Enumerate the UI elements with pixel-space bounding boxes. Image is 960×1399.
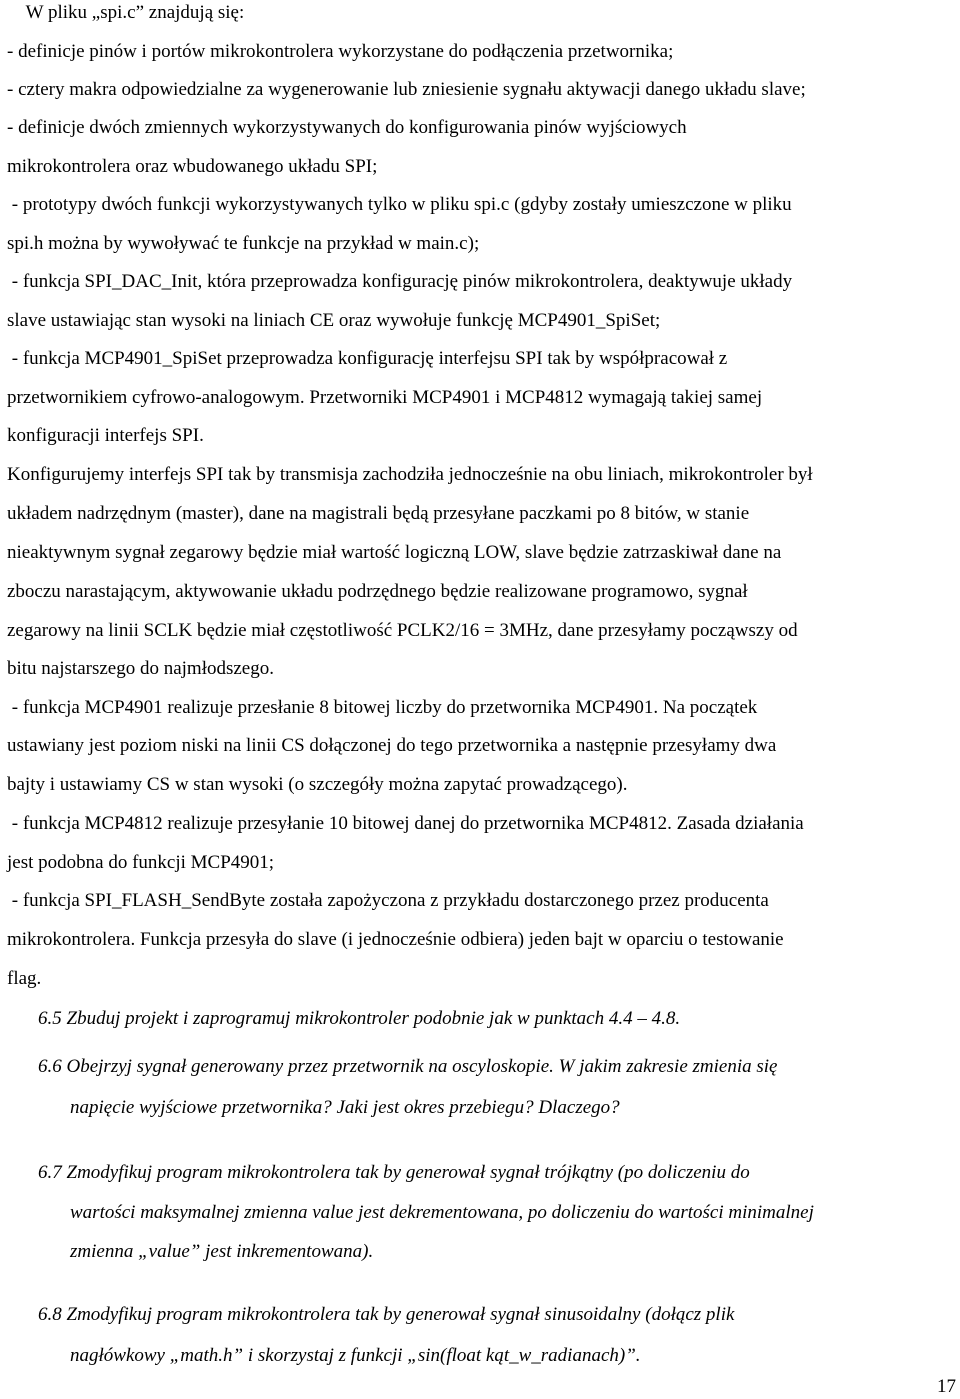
text-line: przetwornikiem cyfrowo-analogowym. Przetworniki MCP4901 i MCP4812 wymagają takiej samej (7, 387, 763, 408)
text-line: nieaktywnym sygnał zegarowy będzie miał wartość logiczną LOW, slave będzie zatrzaskiwał dane na (7, 542, 782, 563)
text-line: - funkcja MCP4812 realizuje przesyłanie 10 bitowej danej do przetwornika MCP4812. Zasada działania (7, 813, 804, 834)
text-line: bajty i ustawiamy CS w stan wysoki (o szczegóły można zapytać prowadzącego). (7, 774, 628, 795)
text-line: spi.h można by wywoływać te funkcje na przykład w main.c); (7, 233, 480, 254)
text-line: Konfigurujemy interfejs SPI tak by transmisja zachodziła jednocześnie na obu liniach, mikrokontroler był (7, 464, 813, 485)
text-line: mikrokontrolera oraz wbudowanego układu SPI; (7, 156, 378, 177)
text-line: slave ustawiając stan wysoki na liniach CE oraz wywołuje funkcję MCP4901_SpiSet; (7, 310, 661, 331)
text-line: zboczu narastającym, aktywowanie układu podrzędnego będzie realizowane programowo, sygnał (7, 581, 748, 602)
task-6-7-cont: zmienna „value” jest inkrementowana). (70, 1241, 374, 1262)
text-line: zegarowy na linii SCLK będzie miał częstotliwość PCLK2/16 = 3MHz, dane przesyłamy począwszy od (7, 620, 798, 641)
text-line: mikrokontrolera. Funkcja przesyła do slave (i jednocześnie odbiera) jeden bajt w oparciu o testowanie (7, 929, 784, 950)
text-line: - funkcja MCP4901 realizuje przesłanie 8 bitowej liczby do przetwornika MCP4901. Na początek (7, 697, 758, 718)
task-6-6: 6.6 Obejrzyj sygnał generowany przez przetwornik na oscyloskopie. W jakim zakresie zmienia się (38, 1056, 778, 1077)
text-line: - funkcja SPI_FLASH_SendByte została zapożyczona z przykładu dostarczonego przez producenta (7, 890, 769, 911)
text-line: układem nadrzędnym (master), dane na magistrali będą przesyłane paczkami po 8 bitów, w stanie (7, 503, 750, 524)
text-line: - funkcja SPI_DAC_Init, która przeprowadza konfigurację pinów mikrokontrolera, deaktywuje układy (7, 271, 793, 292)
task-6-8: 6.8 Zmodyfikuj program mikrokontrolera tak by generował sygnał sinusoidalny (dołącz plik (38, 1304, 735, 1325)
text-line: konfiguracji interfejs SPI. (7, 425, 204, 446)
text-line: ustawiany jest poziom niski na linii CS dołączonej do tego przetwornika a następnie przesyłamy dwa (7, 735, 777, 756)
task-6-8-cont: nagłówkowy „math.h” i skorzystaj z funkcji „sin(float kąt_w_radianach)”. (70, 1345, 641, 1366)
text-line: bitu najstarszego do najmłodszego. (7, 658, 274, 679)
text-line: - definicje pinów i portów mikrokontrolera wykorzystane do podłączenia przetwornika; (7, 41, 674, 62)
text-line: - cztery makra odpowiedzialne za wygenerowanie lub zniesienie sygnału aktywacji danego układu slave; (7, 79, 806, 100)
task-6-7-cont: wartości maksymalnej zmienna value jest dekrementowana, po doliczeniu do wartości minimalnej (70, 1202, 814, 1223)
text-line: flag. (7, 968, 42, 989)
text-line: W pliku „spi.c” znajdują się: (7, 2, 245, 23)
text-line: - definicje dwóch zmiennych wykorzystywanych do konfigurowania pinów wyjściowych (7, 117, 687, 138)
task-6-6-cont: napięcie wyjściowe przetwornika? Jaki jest okres przebiegu? Dlaczego? (70, 1097, 620, 1118)
text-line: - funkcja MCP4901_SpiSet przeprowadza konfigurację interfejsu SPI tak by współpracował z (7, 348, 728, 369)
task-6-5: 6.5 Zbuduj projekt i zaprogramuj mikrokontroler podobnie jak w punktach 4.4 – 4.8. (38, 1008, 681, 1029)
text-line: jest podobna do funkcji MCP4901; (7, 852, 275, 873)
task-6-7: 6.7 Zmodyfikuj program mikrokontrolera tak by generował sygnał trójkątny (po doliczeniu do (38, 1162, 750, 1183)
text-line: - prototypy dwóch funkcji wykorzystywanych tylko w pliku spi.c (gdyby zostały umieszczone w pliku (7, 194, 792, 215)
page-number: 17 (937, 1376, 956, 1397)
